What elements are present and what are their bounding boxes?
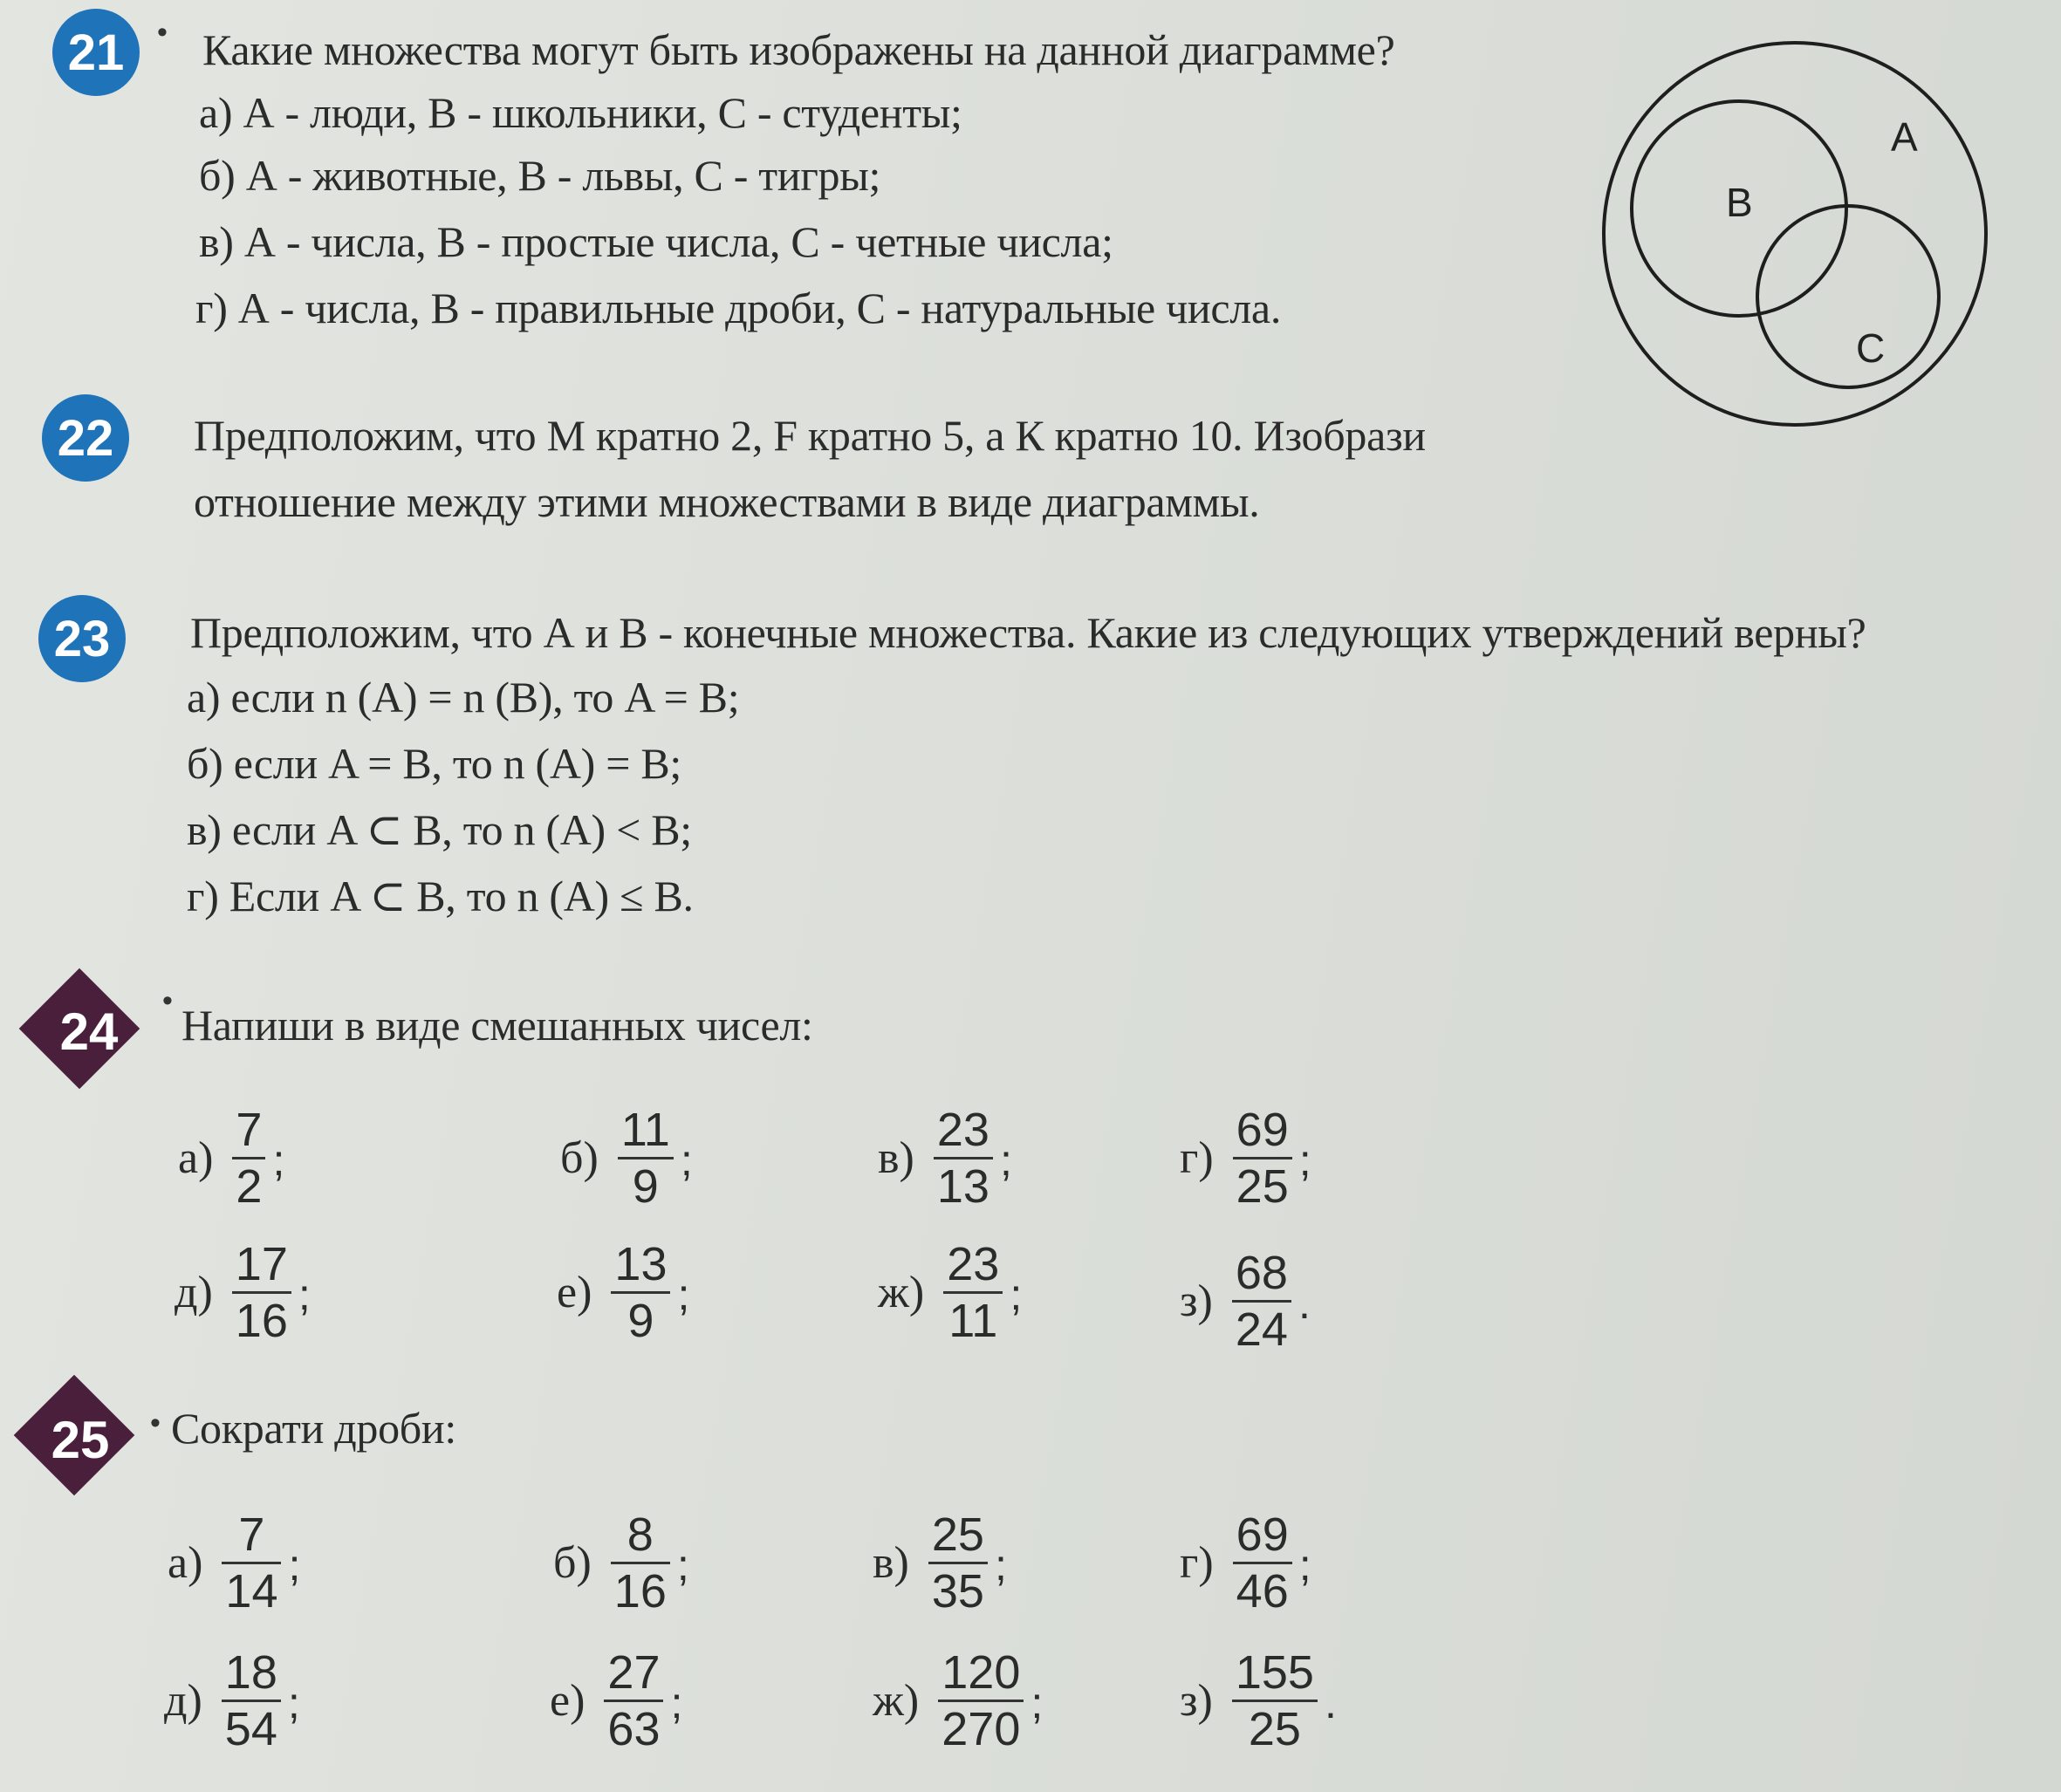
fraction-bar: [222, 1562, 281, 1564]
fraction-bar: [928, 1562, 988, 1564]
fraction: [232, 1105, 265, 1212]
task-25-item-a: [168, 1509, 300, 1617]
fraction-bar: [1233, 1157, 1292, 1159]
task-24-marker: •: [162, 984, 173, 1017]
task-21-option-c: в) А - числа, В - простые числа, С - четные числа;: [199, 217, 1113, 266]
task-24-item-e: [175, 1239, 311, 1346]
fraction: [1233, 1105, 1292, 1212]
fraction-bar: [618, 1157, 674, 1159]
circle-a: [1604, 43, 1986, 425]
separator: ;: [670, 1678, 683, 1727]
task-24-item-g: [878, 1239, 1022, 1346]
numerator: 69: [1236, 1104, 1289, 1156]
fraction: [934, 1105, 993, 1212]
task-23-option-b: б) если A = B, то n (A) = B;: [187, 739, 681, 788]
fraction: [222, 1647, 281, 1754]
task-25-item-g: [873, 1647, 1043, 1754]
separator: ;: [999, 1135, 1012, 1185]
task-22-line-2: отношение между этими множествами в виде диаграммы.: [194, 477, 1260, 526]
task-23-badge: 23: [38, 595, 126, 682]
fraction-bar: [1232, 1300, 1291, 1303]
numerator: 155: [1235, 1646, 1314, 1699]
task-25-item-f: [550, 1647, 682, 1754]
task-21-marker: •: [157, 16, 168, 49]
label-a: A: [1891, 114, 1918, 160]
item-label: б): [553, 1538, 592, 1588]
denominator: 25: [1248, 1703, 1301, 1755]
task-21-option-d: г) А - числа, В - правильные дроби, С - натуральные числа.: [195, 284, 1282, 332]
numerator: 23: [947, 1238, 1000, 1290]
item-label: а): [178, 1133, 214, 1183]
numerator: 18: [224, 1646, 277, 1699]
task-23-question: Предположим, что А и В - конечные множества. Какие из следующих утверждений верны?: [190, 608, 1866, 657]
numerator: 23: [936, 1104, 989, 1156]
item-label: б): [560, 1133, 599, 1183]
task-23-option-a: а) если n (A) = n (B), то A = B;: [187, 673, 740, 722]
task-24-badge-number: 24: [59, 1002, 119, 1061]
fraction-bar: [611, 1562, 670, 1564]
fraction-bar: [222, 1700, 281, 1702]
fraction-bar: [611, 1291, 670, 1294]
fraction: [1232, 1647, 1318, 1754]
separator: ;: [994, 1540, 1007, 1590]
task-23-option-d: г) Если A ⊂ B, то n (A) ≤ B.: [187, 872, 694, 920]
item-label: г): [1180, 1133, 1214, 1183]
item-label: г): [1180, 1538, 1214, 1588]
label-c: C: [1856, 325, 1886, 371]
fraction-bar: [1232, 1700, 1318, 1702]
item-label: з): [1180, 1276, 1213, 1326]
fraction-bar: [934, 1157, 993, 1159]
denominator: 46: [1236, 1565, 1289, 1618]
denominator: 2: [236, 1160, 263, 1213]
numerator: 69: [1236, 1508, 1289, 1561]
numerator: 13: [614, 1238, 668, 1290]
denominator: 16: [235, 1295, 288, 1347]
fraction: [1232, 1248, 1291, 1355]
separator: .: [1324, 1678, 1337, 1727]
task-24-question: Напиши в виде смешанных чисел:: [181, 1001, 813, 1050]
denominator: 25: [1236, 1160, 1289, 1213]
numerator: 68: [1235, 1247, 1288, 1299]
separator: ;: [298, 1269, 311, 1319]
denominator: 35: [931, 1565, 984, 1618]
denominator: 13: [936, 1160, 989, 1213]
circle-c: [1757, 206, 1939, 387]
fraction: [222, 1509, 281, 1617]
separator: ;: [272, 1135, 285, 1185]
separator: ;: [287, 1678, 300, 1727]
item-label: з): [1180, 1676, 1213, 1726]
fraction: [943, 1239, 1003, 1346]
task-25-badge-number: 25: [51, 1411, 110, 1469]
fraction-bar: [1233, 1562, 1292, 1564]
task-25-question: Сократи дроби:: [171, 1404, 456, 1453]
fraction-bar: [943, 1291, 1003, 1294]
separator: ;: [676, 1540, 689, 1590]
numerator: 7: [236, 1104, 263, 1156]
label-b: B: [1726, 180, 1753, 225]
task-21-question: Какие множества могут быть изображены на данной диаграмме?: [202, 25, 1395, 74]
task-24-item-b: [560, 1105, 693, 1212]
fraction: [928, 1509, 988, 1617]
fraction-bar: [938, 1700, 1024, 1702]
item-label: ж): [878, 1268, 925, 1317]
item-label: в): [878, 1133, 914, 1183]
item-label: д): [164, 1676, 202, 1726]
task-25-item-b: [553, 1509, 689, 1617]
task-25-item-h: [1180, 1647, 1337, 1754]
task-24-item-f: [557, 1239, 689, 1346]
fraction: [604, 1647, 663, 1754]
task-24-item-h: [1180, 1248, 1311, 1355]
fraction: [1233, 1509, 1292, 1617]
task-22-badge: 22: [42, 394, 129, 482]
task-21-option-a: а) А - люди, В - школьники, С - студенты;: [199, 88, 962, 137]
denominator: 270: [941, 1703, 1021, 1755]
item-label: е): [550, 1676, 585, 1726]
item-label: д): [175, 1268, 213, 1317]
numerator: 17: [235, 1238, 288, 1290]
separator: .: [1298, 1278, 1311, 1328]
task-24-item-c: [878, 1105, 1012, 1212]
item-label: в): [873, 1538, 909, 1588]
fraction: [618, 1105, 674, 1212]
denominator: 16: [613, 1565, 667, 1618]
numerator: 27: [607, 1646, 661, 1699]
task-24-item-d: [1180, 1105, 1311, 1212]
denominator: 63: [607, 1703, 661, 1755]
fraction-bar: [604, 1700, 663, 1702]
denominator: 24: [1235, 1303, 1288, 1356]
denominator: 54: [224, 1703, 277, 1755]
task-25-item-d: [1180, 1509, 1311, 1617]
separator: ;: [677, 1269, 690, 1319]
fraction: [938, 1647, 1024, 1754]
numerator: 7: [238, 1508, 265, 1561]
item-label: е): [557, 1268, 592, 1317]
task-24-item-a: [178, 1105, 284, 1212]
separator: ;: [1030, 1678, 1044, 1727]
fraction: [611, 1509, 670, 1617]
numerator: 25: [931, 1508, 984, 1561]
separator: ;: [1298, 1135, 1311, 1185]
venn-diagram: [1597, 26, 1998, 436]
numerator: 120: [941, 1646, 1021, 1699]
separator: ;: [288, 1540, 301, 1590]
task-21-badge: 21: [52, 9, 140, 96]
item-label: ж): [873, 1676, 920, 1726]
fraction: [232, 1239, 291, 1346]
numerator: 11: [620, 1104, 670, 1156]
fraction: [611, 1239, 670, 1346]
denominator: 14: [225, 1565, 278, 1618]
task-22-line-1: Предположим, что М кратно 2, F кратно 5, а К кратно 10. Изобрази: [194, 411, 1426, 460]
separator: ;: [1010, 1269, 1023, 1319]
denominator: 9: [627, 1295, 654, 1347]
numerator: 8: [627, 1508, 654, 1561]
task-21-option-b: б) А - животные, В - львы, С - тигры;: [199, 151, 881, 200]
fraction-bar: [232, 1157, 265, 1159]
separator: ;: [1298, 1540, 1311, 1590]
task-23-option-c: в) если A ⊂ B, то n (A) < B;: [187, 805, 692, 854]
task-25-marker: •: [150, 1406, 161, 1440]
denominator: 11: [948, 1295, 998, 1347]
task-25-item-c: [873, 1509, 1007, 1617]
separator: ;: [680, 1135, 693, 1185]
fraction-bar: [232, 1291, 291, 1294]
item-label: а): [168, 1538, 203, 1588]
denominator: 9: [632, 1160, 659, 1213]
task-25-item-e: [164, 1647, 300, 1754]
